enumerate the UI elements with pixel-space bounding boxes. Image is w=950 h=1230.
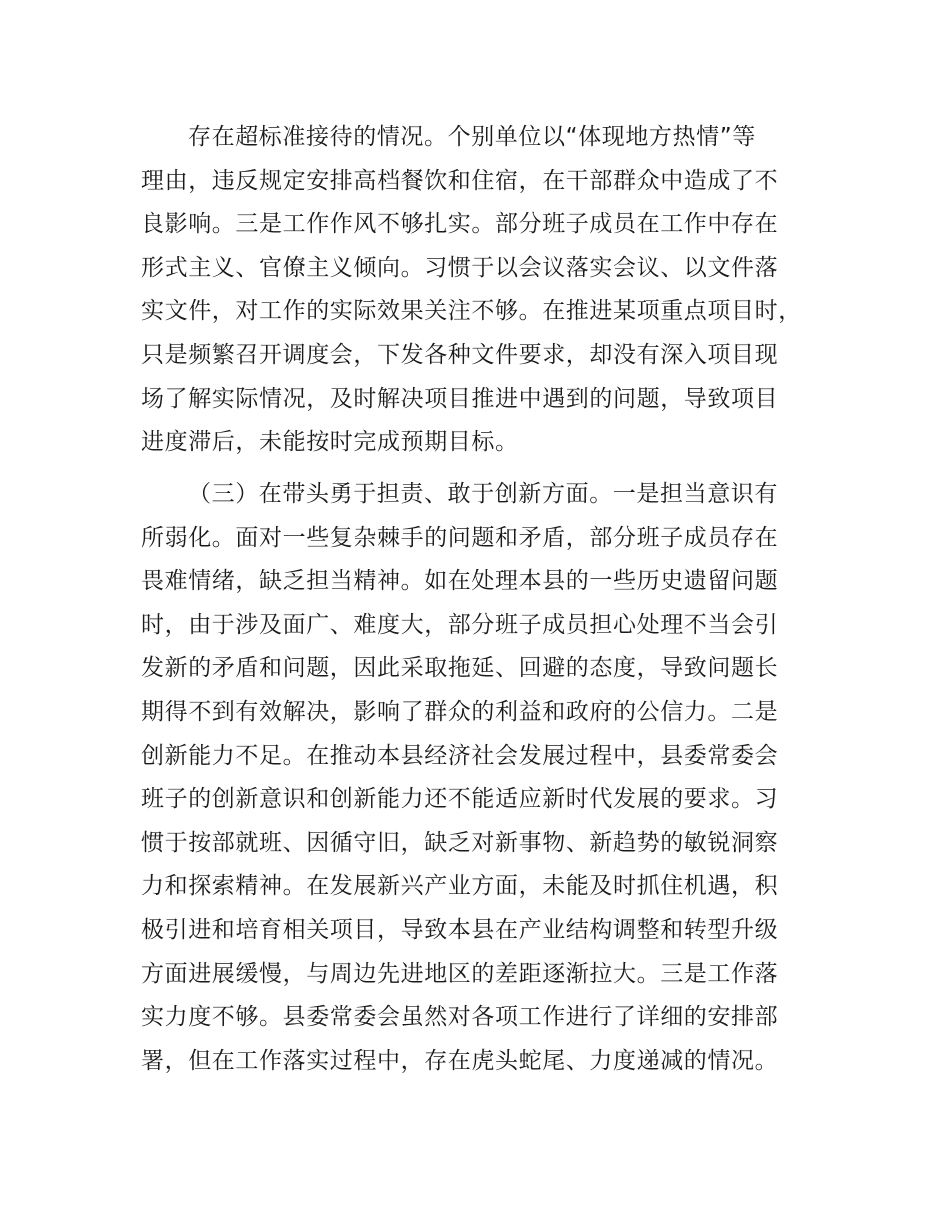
paragraph-line: 理由，违反规定安排高档餐饮和住宿，在干部群众中造成了不 — [141, 167, 779, 194]
paragraph-line: 惯于按部就班、因循守旧，缺乏对新事物、新趋势的敏锐洞察 — [141, 829, 779, 856]
paragraph-line: 力和探索精神。在发展新兴产业方面，未能及时抓住机遇，积 — [141, 873, 779, 900]
paragraph-line: 方面进展缓慢，与周边先进地区的差距逐渐拉大。三是工作落 — [141, 960, 779, 987]
paragraph-line: 实力度不够。县委常委会虽然对各项工作进行了详细的安排部 — [141, 1004, 779, 1031]
paragraph-line: 形式主义、官僚主义倾向。习惯于以会议落实会议、以文件落 — [141, 254, 779, 281]
paragraph-line: 创新能力不足。在推动本县经济社会发展过程中，县委常委会 — [141, 742, 779, 769]
paragraph-line: 极引进和培育相关项目，导致本县在产业结构调整和转型升级 — [141, 916, 779, 943]
paragraph-line: 署，但在工作落实过程中，存在虎头蛇尾、力度递减的情况。 — [141, 1047, 779, 1074]
paragraph-line: 班子的创新意识和创新能力还不能适应新时代发展的要求。习 — [141, 786, 779, 813]
paragraph-line: 实文件，对工作的实际效果关注不够。在推进某项重点项目时， — [141, 298, 802, 325]
paragraph-line: 存在超标准接待的情况。个别单位以“体现地方热情”等 — [188, 124, 756, 150]
paragraph-line: 畏难情绪，缺乏担当精神。如在处理本县的一些历史遗留问题 — [141, 568, 779, 595]
paragraph-line: 时，由于涉及面广、难度大，部分班子成员担心处理不当会引 — [141, 611, 779, 638]
paragraph-line: 进度滞后，未能按时完成预期目标。 — [141, 429, 519, 456]
paragraph-line: 只是频繁召开调度会，下发各种文件要求，却没有深入项目现 — [141, 341, 779, 368]
paragraph-line: 场了解实际情况，及时解决项目推进中遇到的问题，导致项目 — [141, 385, 779, 412]
paragraph-line: 所弱化。面对一些复杂棘手的问题和矛盾，部分班子成员存在 — [141, 524, 779, 551]
paragraph-1 — [141, 116, 841, 465]
paragraph-line: 发新的矛盾和问题，因此采取拖延、回避的态度，导致问题长 — [141, 655, 779, 682]
paragraph-line: 良影响。三是工作作风不够扎实。部分班子成员在工作中存在 — [141, 211, 779, 238]
paragraph-line: 期得不到有效解决，影响了群众的利益和政府的公信力。二是 — [141, 698, 779, 725]
paragraph-2 — [141, 473, 841, 1083]
paragraph-line: （三）在带头勇于担责、敢于创新方面。一是担当意识有 — [188, 481, 778, 507]
